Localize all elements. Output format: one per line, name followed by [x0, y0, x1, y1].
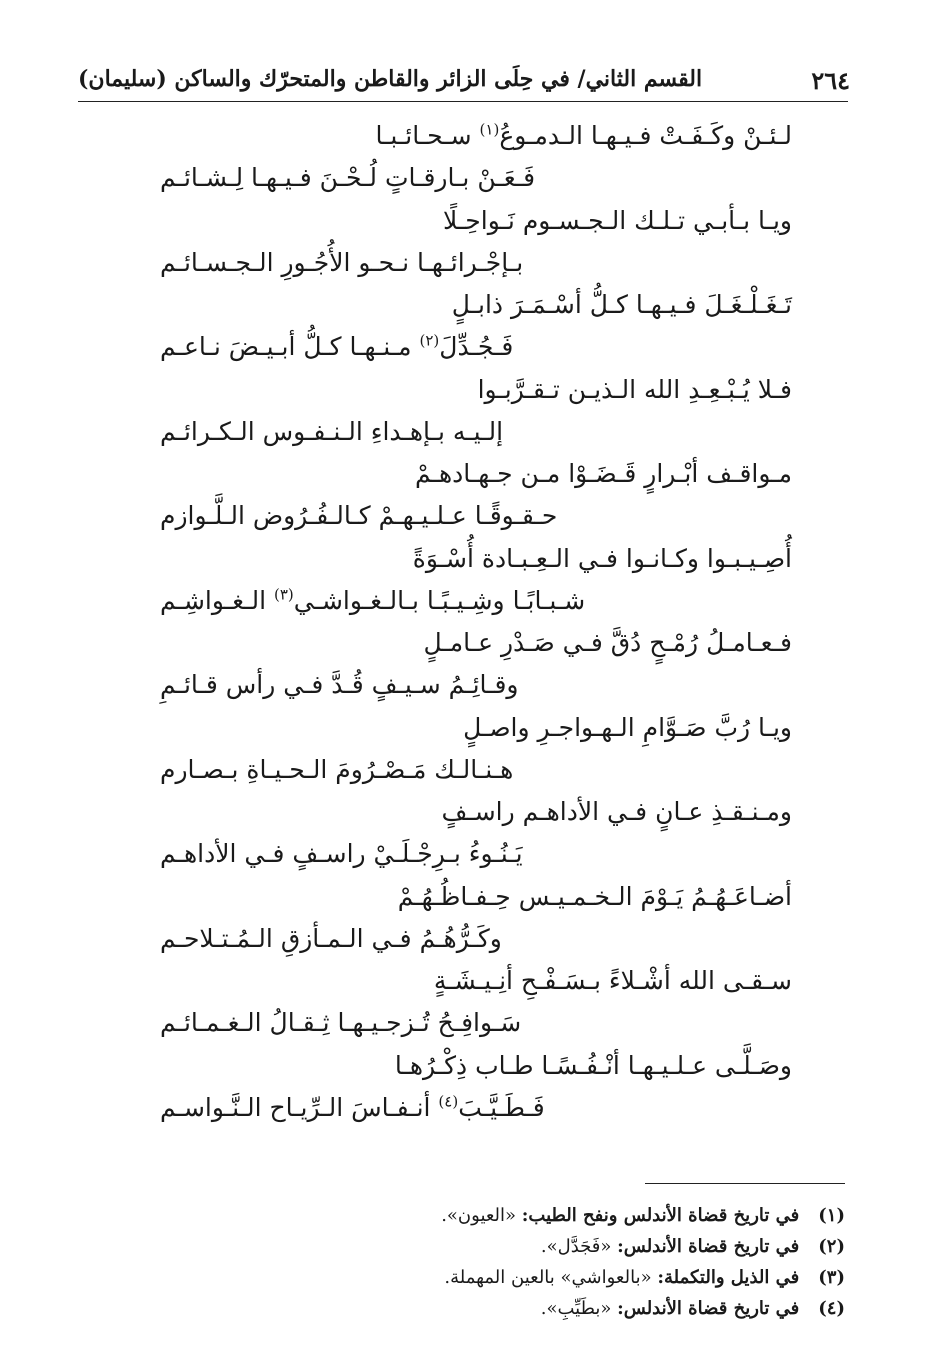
verse-second-hemistich: وكَـرُّهُـمُ فـي الـمـأزقِ الـمُـتـلاحـم [160, 923, 502, 953]
verse-first-hemistich: فـلا يُـبْـعِـدِ الله الـذيـن تـقـرَّبـوا [477, 374, 792, 404]
footnotes [145, 1200, 845, 1324]
footnote-number: (١) [818, 1205, 845, 1226]
footnote-marker: (٤) [438, 1092, 459, 1111]
verse [160, 1045, 792, 1130]
verse-second-hemistich: شـبـابًـا وشِـيـبًـا بـالـغـواشـي$^{(٣)}$ الـغـواشِـم [160, 585, 586, 615]
verse-second-hemistich: فَـعَـنْ بـارقـاتٍ لُـحْـنَ فـيـهـا لِـشـائـم [160, 163, 536, 192]
footnote-marker: (١) [479, 120, 500, 139]
page-number: ٢٦٤ [811, 66, 850, 95]
running-title: القسم الثاني/ في حِلَى الزائر والقاطن والمتحرّك والساكن (سليمان) [78, 66, 703, 92]
verse [160, 791, 792, 876]
verse-second-hemistich: سَـوافِـحُ تُـزجـيـهـا ثِـقـالُ الـغـمـائـم [160, 1008, 522, 1037]
verse-first-hemistich: مـواقـف أبْـرارٍ قَـضَـوْا مـن جـهـادهـمْ [415, 459, 792, 488]
verse [160, 453, 792, 538]
verse-first-hemistich: أضـاعَـهُـمُ يَـوْمَ الـخـمـيـس حِـفـاظُـهُـمْ [397, 881, 792, 911]
verse [160, 538, 792, 623]
verse-second-hemistich: فَـطَـيَّـبَ$^{(٤)}$ أنـفـاسَ الـرِّيـاح الـنَّـواسـم [160, 1092, 545, 1122]
verse-first-hemistich: ومـنـقـذِ عـانٍ فـي الأداهـم راسـفٍ [441, 797, 792, 826]
header-divider [78, 101, 848, 102]
verse [160, 622, 792, 707]
verse [160, 707, 792, 792]
poem [160, 115, 792, 1129]
verse-first-hemistich: لـئـنْ وكَـفَـتْ فـيـهـا الـدمـوعُ$^{(١)}$ سـحـائـبـا [375, 120, 792, 150]
footnote-text: «فَجَدَّل». [540, 1236, 618, 1257]
verse-second-hemistich: بـإجْـرائـهـا نـحـو الأُجُـورِ الـجـسـائـم [160, 247, 524, 277]
footnote-marker: (٣) [274, 585, 294, 604]
footnote-number: (٢) [818, 1236, 845, 1257]
page-header [78, 62, 850, 100]
footnote-text: «بطَيِّبِ». [540, 1298, 618, 1319]
verse-first-hemistich: فـعـامـلُ رُمْـحٍ دُقَّ فـي صَـدْرِ عـامـلٍ [423, 628, 792, 657]
verse-second-hemistich: وقـائِـمُ سـيـفٍ قُـدَّ فـي رأس قـائـمِ [160, 670, 519, 699]
verse [160, 960, 792, 1045]
verse-first-hemistich: تَـغَـلْـغَـلَ فـيـهـا كـلُّ أسْـمَـرَ ذابـلٍ [451, 290, 792, 319]
footnote-marker: (٢) [419, 331, 440, 350]
footnote [145, 1200, 845, 1231]
verse-second-hemistich: إلـيـه بـإهـداءِ الـنـفـوس الـكـرائـم [160, 416, 504, 446]
verse [160, 200, 792, 285]
verse-first-hemistich: سـقـى الله أشْـلاءً بـسَـفْـحِ أنِـيـشَـةٍ [433, 966, 792, 995]
footnote-source: في الذيل والتكملة: [657, 1267, 800, 1288]
footnote-text: «بالعواشي» بالعين المهملة. [444, 1267, 658, 1288]
verse-first-hemistich: ويـا رُبَّ صَـوَّامِ الـهـواجـرِ واصـلٍ [463, 712, 792, 742]
verse-second-hemistich: هـنـالـك مَـصْـرُومَ الـحـيـاةِ بـصـارم [160, 754, 514, 784]
verse [160, 115, 792, 200]
footnote-number: (٣) [818, 1267, 845, 1288]
footnote-source: في تاريخ قضاة الأندلس: [617, 1236, 800, 1257]
footnote [145, 1293, 845, 1324]
verse-first-hemistich: أُصِـيـبـوا وكـانـوا فـي الـعِـبـادة أُسْـوَةً [412, 543, 792, 573]
verse-second-hemistich: فَـجُـدِّلَ$^{(٢)}$ مـنـهـا كـلُّ أبـيـضَ نـاعـم [160, 331, 514, 361]
footnote-source: في تاريخ قضاة الأندلس ونفح الطيب: [521, 1205, 800, 1226]
verse [160, 876, 792, 961]
footnote-divider [645, 1183, 845, 1184]
footnote-text: «العيون». [441, 1205, 522, 1226]
verse-first-hemistich: وصَـلَّـى عـلـيـهـا أنْـفُـسًـا طـاب ذِكْـرُهـا [394, 1050, 792, 1080]
footnote-number: (٤) [818, 1298, 845, 1319]
verse-second-hemistich: حـقـوقًـا عـلـيـهـمْ كـالـفُـرُوض الـلَّـوازم [160, 501, 558, 530]
footnote [145, 1262, 845, 1293]
footnote [145, 1231, 845, 1262]
verse-second-hemistich: يَـنُـوءُ بـرِجْـلَـيْ راسـفٍ فـي الأداهـم [160, 839, 523, 868]
footnote-source: في تاريخ قضاة الأندلس: [617, 1298, 800, 1319]
verse [160, 369, 792, 454]
verse-first-hemistich: ويـا بـأبـي تـلـك الـجـسـوم نَـواحِـلًا [443, 205, 792, 235]
verse [160, 284, 792, 369]
